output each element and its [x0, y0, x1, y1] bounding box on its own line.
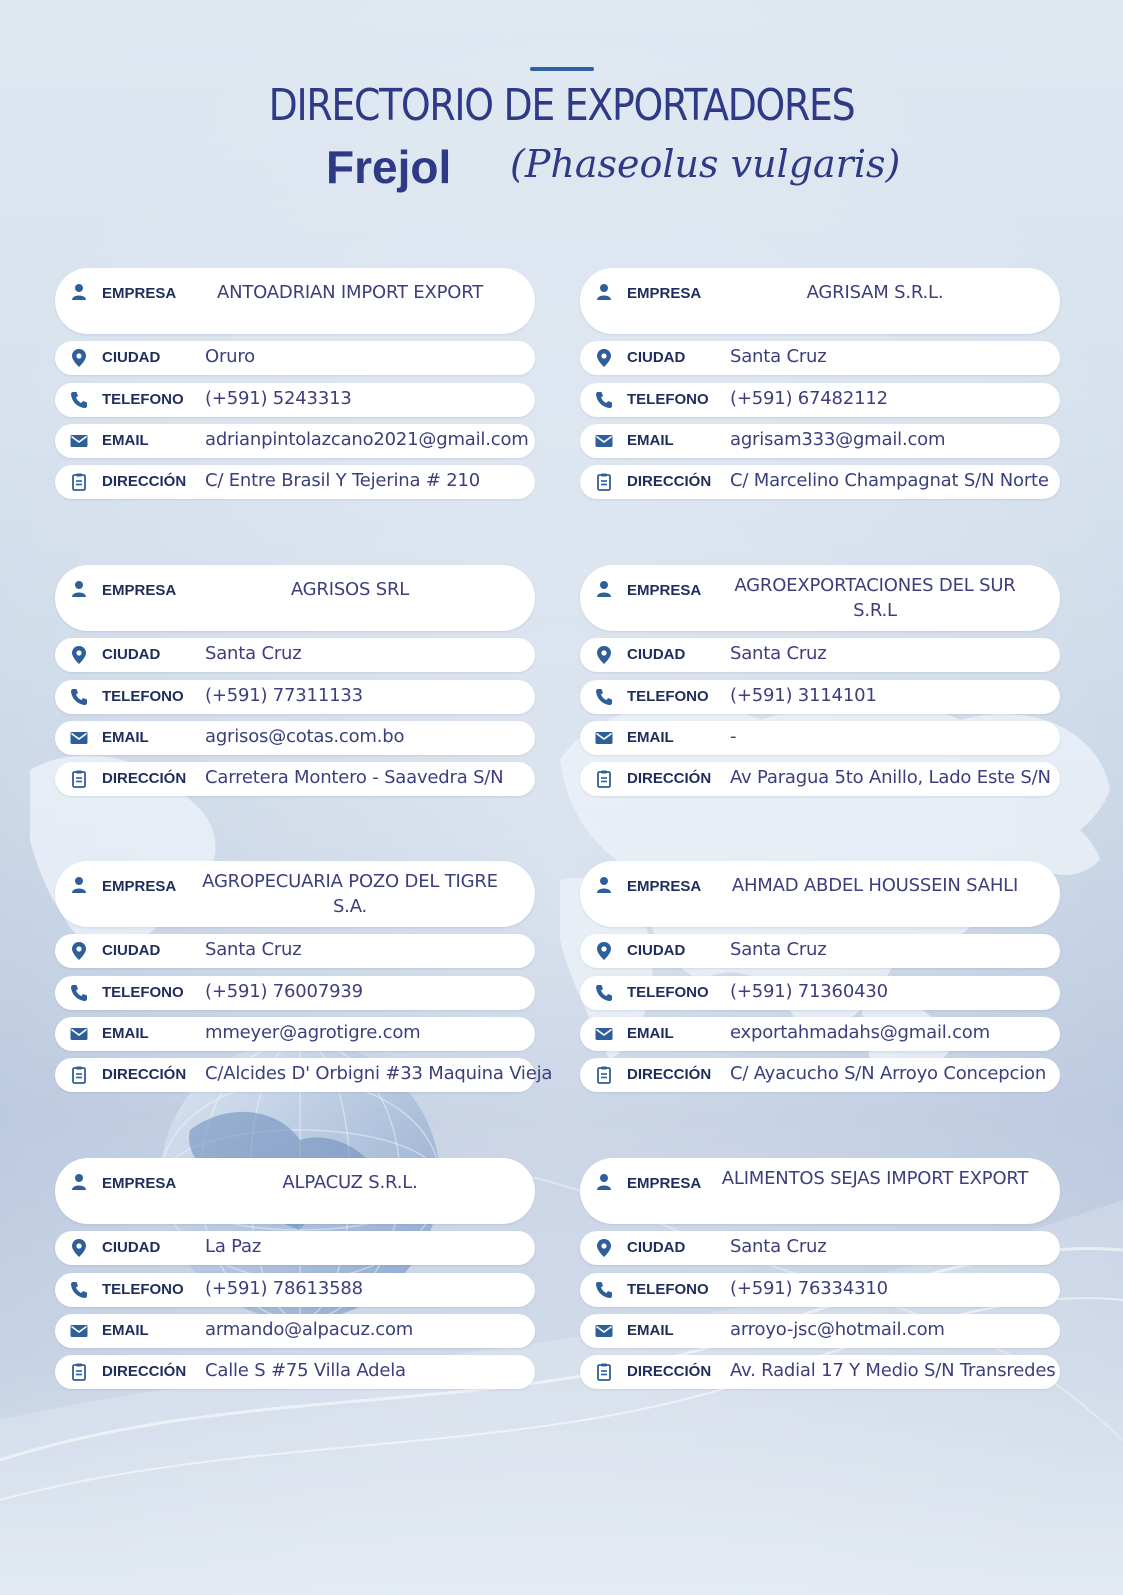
email-label: EMAIL [627, 729, 674, 746]
product-common-name: Frejol [326, 141, 452, 193]
empresa-field [580, 1158, 1060, 1224]
ciudad-value: Santa Cruz [730, 643, 827, 664]
clipboard-icon [594, 1362, 614, 1382]
email-field [580, 721, 1060, 755]
ciudad-label: CIUDAD [102, 942, 161, 959]
empresa-label: EMPRESA [627, 878, 702, 895]
email-label: EMAIL [102, 432, 149, 449]
email-field [55, 1314, 535, 1348]
clipboard-icon [69, 769, 89, 789]
ciudad-label: CIUDAD [627, 349, 686, 366]
location-pin-icon [69, 941, 89, 961]
ciudad-value: Oruro [205, 346, 255, 367]
empresa-label: EMPRESA [102, 1175, 177, 1192]
empresa-label: EMPRESA [102, 878, 177, 895]
email-field [580, 1017, 1060, 1051]
location-pin-icon [69, 645, 89, 665]
empresa-value: AHMAD ABDEL HOUSSEIN SAHLI [731, 875, 1019, 896]
telefono-label: TELEFONO [627, 688, 709, 705]
email-value: - [730, 726, 737, 747]
email-value[interactable]: arroyo-jsc@hotmail.com [730, 1319, 945, 1340]
direccion-value: C/ Marcelino Champagnat S/N Norte [730, 470, 1049, 491]
user-icon [594, 579, 614, 599]
telefono-label: TELEFONO [102, 391, 184, 408]
phone-icon [69, 687, 89, 707]
user-icon [69, 875, 89, 895]
location-pin-icon [594, 645, 614, 665]
empresa-field [580, 565, 1060, 631]
phone-icon [594, 983, 614, 1003]
user-icon [594, 875, 614, 895]
direccion-field [580, 465, 1060, 499]
envelope-icon [69, 431, 89, 451]
ciudad-value: Santa Cruz [730, 939, 827, 960]
empresa-value: AGRISAM S.R.L. [806, 282, 944, 303]
ciudad-field [580, 638, 1060, 672]
location-pin-icon [594, 941, 614, 961]
envelope-icon [594, 728, 614, 748]
empresa-label: EMPRESA [102, 285, 177, 302]
clipboard-icon [594, 472, 614, 492]
ciudad-field [580, 1231, 1060, 1265]
telefono-value[interactable]: (+591) 71360430 [730, 981, 888, 1002]
email-field [580, 1314, 1060, 1348]
telefono-value[interactable]: (+591) 77311133 [205, 685, 363, 706]
telefono-value[interactable]: (+591) 76334310 [730, 1278, 888, 1299]
ciudad-field [55, 1231, 535, 1265]
direccion-field [55, 1058, 553, 1092]
empresa-label: EMPRESA [627, 285, 702, 302]
direccion-value: Av. Radial 17 Y Medio S/N Transredes [730, 1360, 1056, 1381]
telefono-field [580, 680, 1060, 714]
user-icon [69, 579, 89, 599]
direccion-label: DIRECCIÓN [627, 473, 712, 490]
telefono-field [580, 1273, 1060, 1307]
telefono-value[interactable]: (+591) 78613588 [205, 1278, 363, 1299]
empresa-value: AGROEXPORTACIONES DEL SUR S.R.L [734, 575, 1016, 621]
telefono-field [580, 976, 1060, 1010]
ciudad-field [55, 934, 535, 968]
clipboard-icon [594, 1065, 614, 1085]
email-label: EMAIL [102, 1025, 149, 1042]
telefono-field [55, 1273, 535, 1307]
email-value[interactable]: agrisos@cotas.com.bo [205, 726, 405, 747]
envelope-icon [69, 1321, 89, 1341]
email-label: EMAIL [627, 1025, 674, 1042]
direccion-field [55, 465, 535, 499]
ciudad-value: Santa Cruz [730, 1236, 827, 1257]
envelope-icon [69, 1024, 89, 1044]
direccion-label: DIRECCIÓN [627, 1363, 712, 1380]
clipboard-icon [69, 472, 89, 492]
envelope-icon [594, 1321, 614, 1341]
telefono-field [55, 976, 535, 1010]
direccion-label: DIRECCIÓN [627, 1066, 712, 1083]
ciudad-label: CIUDAD [627, 1239, 686, 1256]
phone-icon [594, 687, 614, 707]
phone-icon [69, 983, 89, 1003]
clipboard-icon [594, 769, 614, 789]
telefono-label: TELEFONO [627, 984, 709, 1001]
telefono-label: TELEFONO [102, 1281, 184, 1298]
direccion-field [580, 1058, 1060, 1092]
ciudad-value: Santa Cruz [205, 643, 302, 664]
ciudad-field [580, 934, 1060, 968]
direccion-value: Calle S #75 Villa Adela [205, 1360, 406, 1381]
empresa-value: AGROPECUARIA POZO DEL TIGRE S.A. [202, 871, 498, 917]
ciudad-label: CIUDAD [627, 942, 686, 959]
envelope-icon [69, 728, 89, 748]
email-field [55, 721, 535, 755]
telefono-value[interactable]: (+591) 5243313 [205, 388, 352, 409]
phone-icon [594, 1280, 614, 1300]
email-field [580, 424, 1060, 458]
telefono-label: TELEFONO [627, 391, 709, 408]
empresa-label: EMPRESA [102, 582, 177, 599]
empresa-value: ALPACUZ S.R.L. [282, 1172, 418, 1193]
ciudad-label: CIUDAD [102, 349, 161, 366]
telefono-value[interactable]: (+591) 76007939 [205, 981, 363, 1002]
email-value[interactable]: agrisam333@gmail.com [730, 429, 946, 450]
ciudad-value: Santa Cruz [205, 939, 302, 960]
telefono-field [55, 680, 535, 714]
telefono-field [55, 383, 535, 417]
email-value[interactable]: adrianpintolazcano2021@gmail.com [205, 429, 529, 450]
direccion-label: DIRECCIÓN [102, 1066, 187, 1083]
email-field [55, 1017, 535, 1051]
empresa-field [55, 565, 535, 631]
location-pin-icon [69, 348, 89, 368]
telefono-value[interactable]: (+591) 3114101 [730, 685, 877, 706]
email-value[interactable]: mmeyer@agrotigre.com [205, 1022, 421, 1043]
empresa-label: EMPRESA [627, 1175, 702, 1192]
direccion-label: DIRECCIÓN [627, 770, 712, 787]
ciudad-label: CIUDAD [627, 646, 686, 663]
direccion-value: C/ Entre Brasil Y Tejerina # 210 [205, 470, 480, 491]
clipboard-icon [69, 1065, 89, 1085]
direccion-field [580, 762, 1060, 796]
clipboard-icon [69, 1362, 89, 1382]
empresa-field [580, 268, 1060, 334]
empresa-field [580, 861, 1060, 927]
phone-icon [594, 390, 614, 410]
user-icon [594, 282, 614, 302]
user-icon [69, 282, 89, 302]
direccion-label: DIRECCIÓN [102, 770, 187, 787]
ciudad-value: Santa Cruz [730, 346, 827, 367]
direccion-field [55, 762, 535, 796]
page-title: DIRECTORIO DE EXPORTADORES [268, 80, 855, 131]
direccion-field [580, 1355, 1060, 1389]
user-icon [594, 1172, 614, 1192]
ciudad-field [55, 341, 535, 375]
phone-icon [69, 390, 89, 410]
telefono-field [580, 383, 1060, 417]
email-field [55, 424, 535, 458]
envelope-icon [594, 431, 614, 451]
email-value[interactable]: armando@alpacuz.com [205, 1319, 414, 1340]
direccion-field [55, 1355, 535, 1389]
envelope-icon [594, 1024, 614, 1044]
email-label: EMAIL [627, 432, 674, 449]
direccion-label: DIRECCIÓN [102, 473, 187, 490]
telefono-label: TELEFONO [102, 984, 184, 1001]
direccion-label: DIRECCIÓN [102, 1363, 187, 1380]
user-icon [69, 1172, 89, 1192]
telefono-value[interactable]: (+591) 67482112 [730, 388, 888, 409]
direccion-value: C/ Ayacucho S/N Arroyo Concepcion [730, 1063, 1047, 1084]
ciudad-label: CIUDAD [102, 1239, 161, 1256]
email-label: EMAIL [627, 1322, 674, 1339]
ciudad-field [580, 341, 1060, 375]
empresa-value: ANTOADRIAN IMPORT EXPORT [216, 282, 483, 303]
location-pin-icon [594, 348, 614, 368]
ciudad-value: La Paz [205, 1236, 262, 1257]
email-label: EMAIL [102, 729, 149, 746]
direccion-value: C/Alcides D' Orbigni #33 Maquina Vieja [205, 1063, 553, 1084]
empresa-value: AGRISOS SRL [290, 579, 410, 600]
empresa-field [55, 1158, 535, 1224]
empresa-value: ALIMENTOS SEJAS IMPORT EXPORT [721, 1168, 1029, 1189]
location-pin-icon [594, 1238, 614, 1258]
telefono-label: TELEFONO [627, 1281, 709, 1298]
ciudad-label: CIUDAD [102, 646, 161, 663]
direccion-value: Av Paragua 5to Anillo, Lado Este S/N [730, 767, 1051, 788]
empresa-label: EMPRESA [627, 582, 702, 599]
telefono-label: TELEFONO [102, 688, 184, 705]
phone-icon [69, 1280, 89, 1300]
direccion-value: Carretera Montero - Saavedra S/N [205, 767, 504, 788]
ciudad-field [55, 638, 535, 672]
product-scientific-name: (Phaseolus vulgaris) [510, 142, 901, 186]
email-value[interactable]: exportahmadahs@gmail.com [730, 1022, 990, 1043]
location-pin-icon [69, 1238, 89, 1258]
empresa-field [55, 861, 535, 927]
email-label: EMAIL [102, 1322, 149, 1339]
empresa-field [55, 268, 535, 334]
